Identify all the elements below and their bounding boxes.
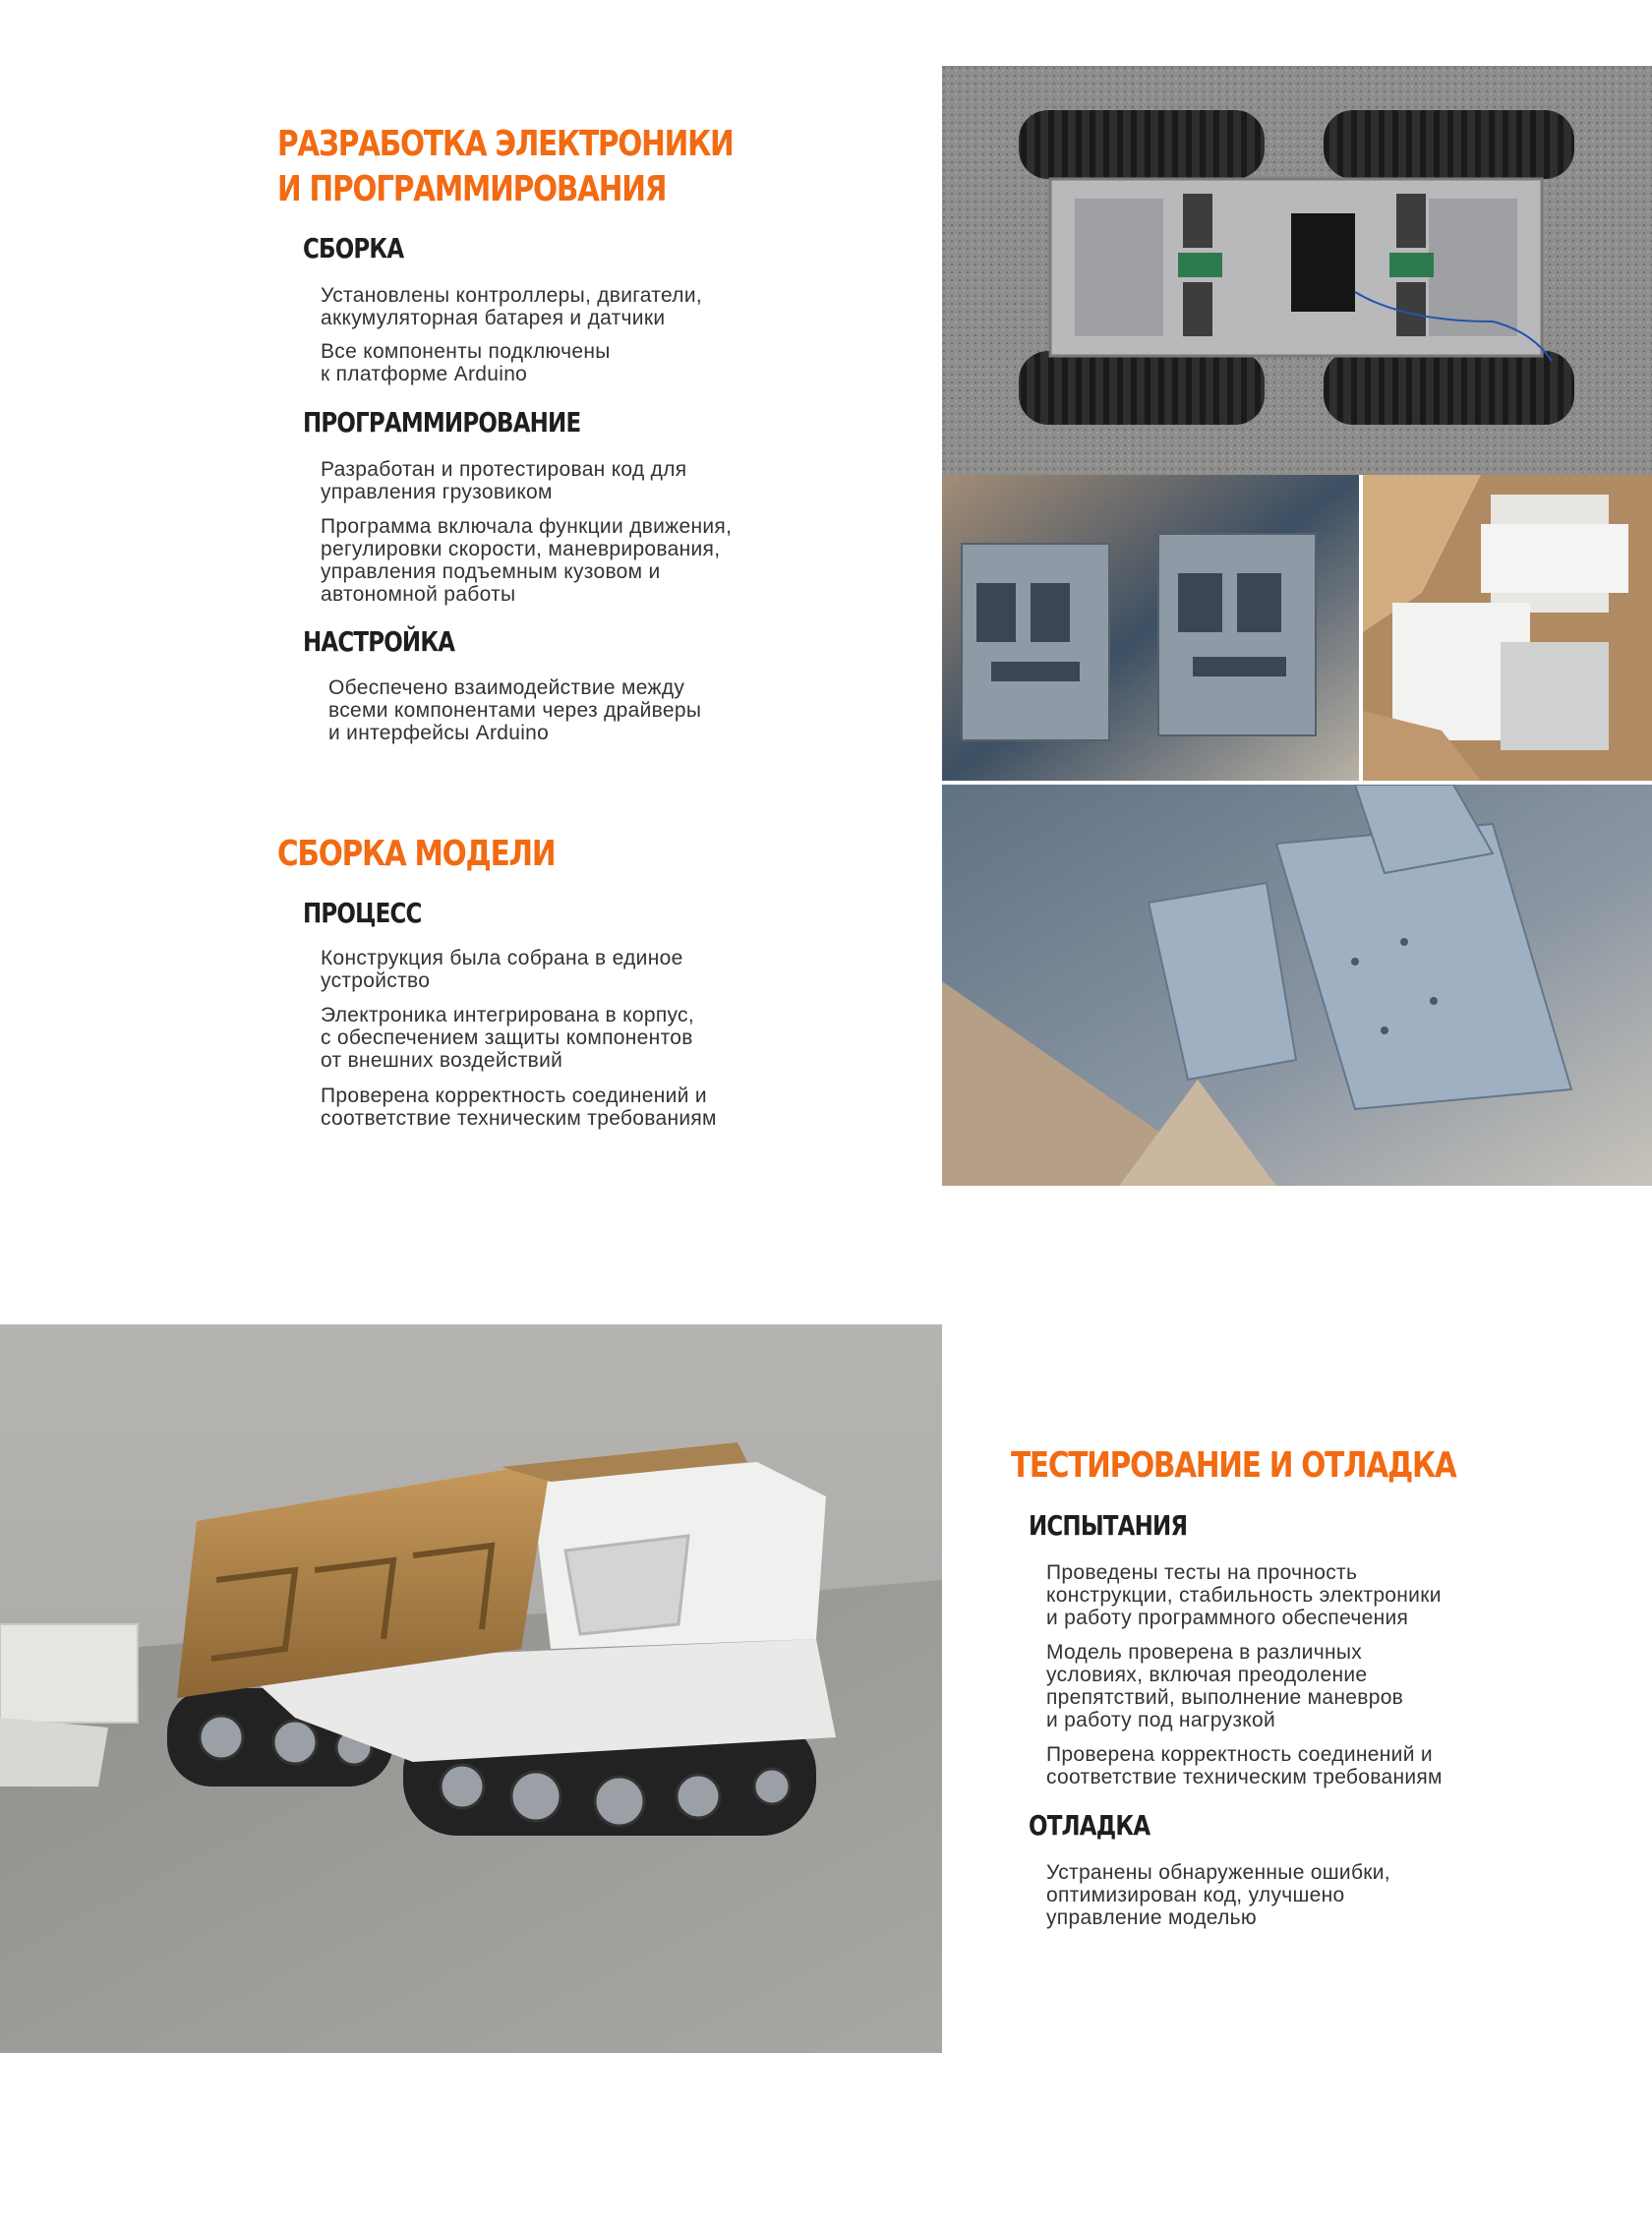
line: соответствие техническим требованиям [321,1107,717,1130]
line: Программа включала функции движения, [321,515,733,538]
paragraph-tests-3 [1046,1743,1443,1788]
section-title-model-assembly: СБОРКА МОДЕЛИ [277,834,556,874]
line: автономной работы [321,583,516,606]
line: Конструкция была собрана в единое [321,947,683,969]
line: Модель проверена в различных [1046,1641,1363,1664]
subheading-programming: ПРОГРАММИРОВАНИЕ [303,406,581,439]
paragraph-programming-1 [321,458,686,503]
paragraph-assembly-1 [321,284,702,329]
line: Устранены обнаруженные ошибки, [1046,1861,1390,1884]
line: и интерфейсы Arduino [328,722,550,744]
paragraph-setup-1 [328,676,701,744]
line: устройство [321,969,431,992]
paragraph-tests-2 [1046,1641,1403,1731]
line: аккумуляторная батарея и датчики [321,307,666,329]
photo-painted-body [942,785,1652,1186]
line: и работу под нагрузкой [1046,1709,1275,1731]
line: управления подъемным кузовом и [321,560,661,583]
photo-white-panels-box [1363,475,1652,781]
line: управление моделью [1046,1906,1257,1929]
subheading-assembly: СБОРКА [303,232,404,264]
subheading-tests: ИСПЫТАНИЯ [1029,1509,1188,1542]
paragraph-programming-2 [321,515,732,606]
line: к платформе Arduino [321,363,528,385]
paragraph-debug-1 [1046,1861,1390,1929]
paragraph-tests-1 [1046,1561,1442,1629]
line: регулировки скорости, маневрирования, [321,538,721,560]
paragraph-assembly-2 [321,340,611,385]
subheading-process: ПРОЦЕСС [303,897,422,929]
line: с обеспечением защиты компонентов [321,1026,693,1049]
line: Проверена корректность соединений и [1046,1743,1433,1766]
line: соответствие техническим требованиям [1046,1766,1443,1788]
section-title-electronics [277,122,733,212]
paragraph-process-1 [321,947,683,992]
line: оптимизирован код, улучшено [1046,1884,1345,1906]
title-line-2: И ПРОГРАММИРОВАНИЯ [277,169,667,209]
line: Установлены контроллеры, двигатели, [321,284,702,307]
line: всеми компонентами через драйверы [328,699,702,722]
line: Электроника интегрирована в корпус, [321,1004,694,1026]
paragraph-process-3 [321,1084,717,1130]
photo-finished-model [0,1324,942,2053]
line: и работу программного обеспечения [1046,1607,1409,1629]
paragraph-process-2 [321,1004,694,1072]
line: Проведены тесты на прочность [1046,1561,1358,1584]
line: управления грузовиком [321,481,553,503]
photo-painted-frames [942,475,1359,781]
line: конструкции, стабильность электроники [1046,1584,1442,1607]
subheading-setup: НАСТРОЙКА [303,625,455,658]
line: Проверена корректность соединений и [321,1084,707,1107]
line: от внешних воздействий [321,1049,563,1072]
section-title-testing: ТЕСТИРОВАНИЕ И ОТЛАДКА [1011,1445,1456,1486]
line: Все компоненты подключены [321,340,611,363]
photo-chassis-top-view [942,66,1652,475]
line: препятствий, выполнение маневров [1046,1686,1404,1709]
title-line-1: РАЗРАБОТКА ЭЛЕКТРОНИКИ [277,124,734,164]
line: Разработан и протестирован код для [321,458,687,481]
line: условиях, включая преодоление [1046,1664,1368,1686]
line: Обеспечено взаимодействие между [328,676,685,699]
subheading-debug: ОТЛАДКА [1029,1809,1150,1842]
